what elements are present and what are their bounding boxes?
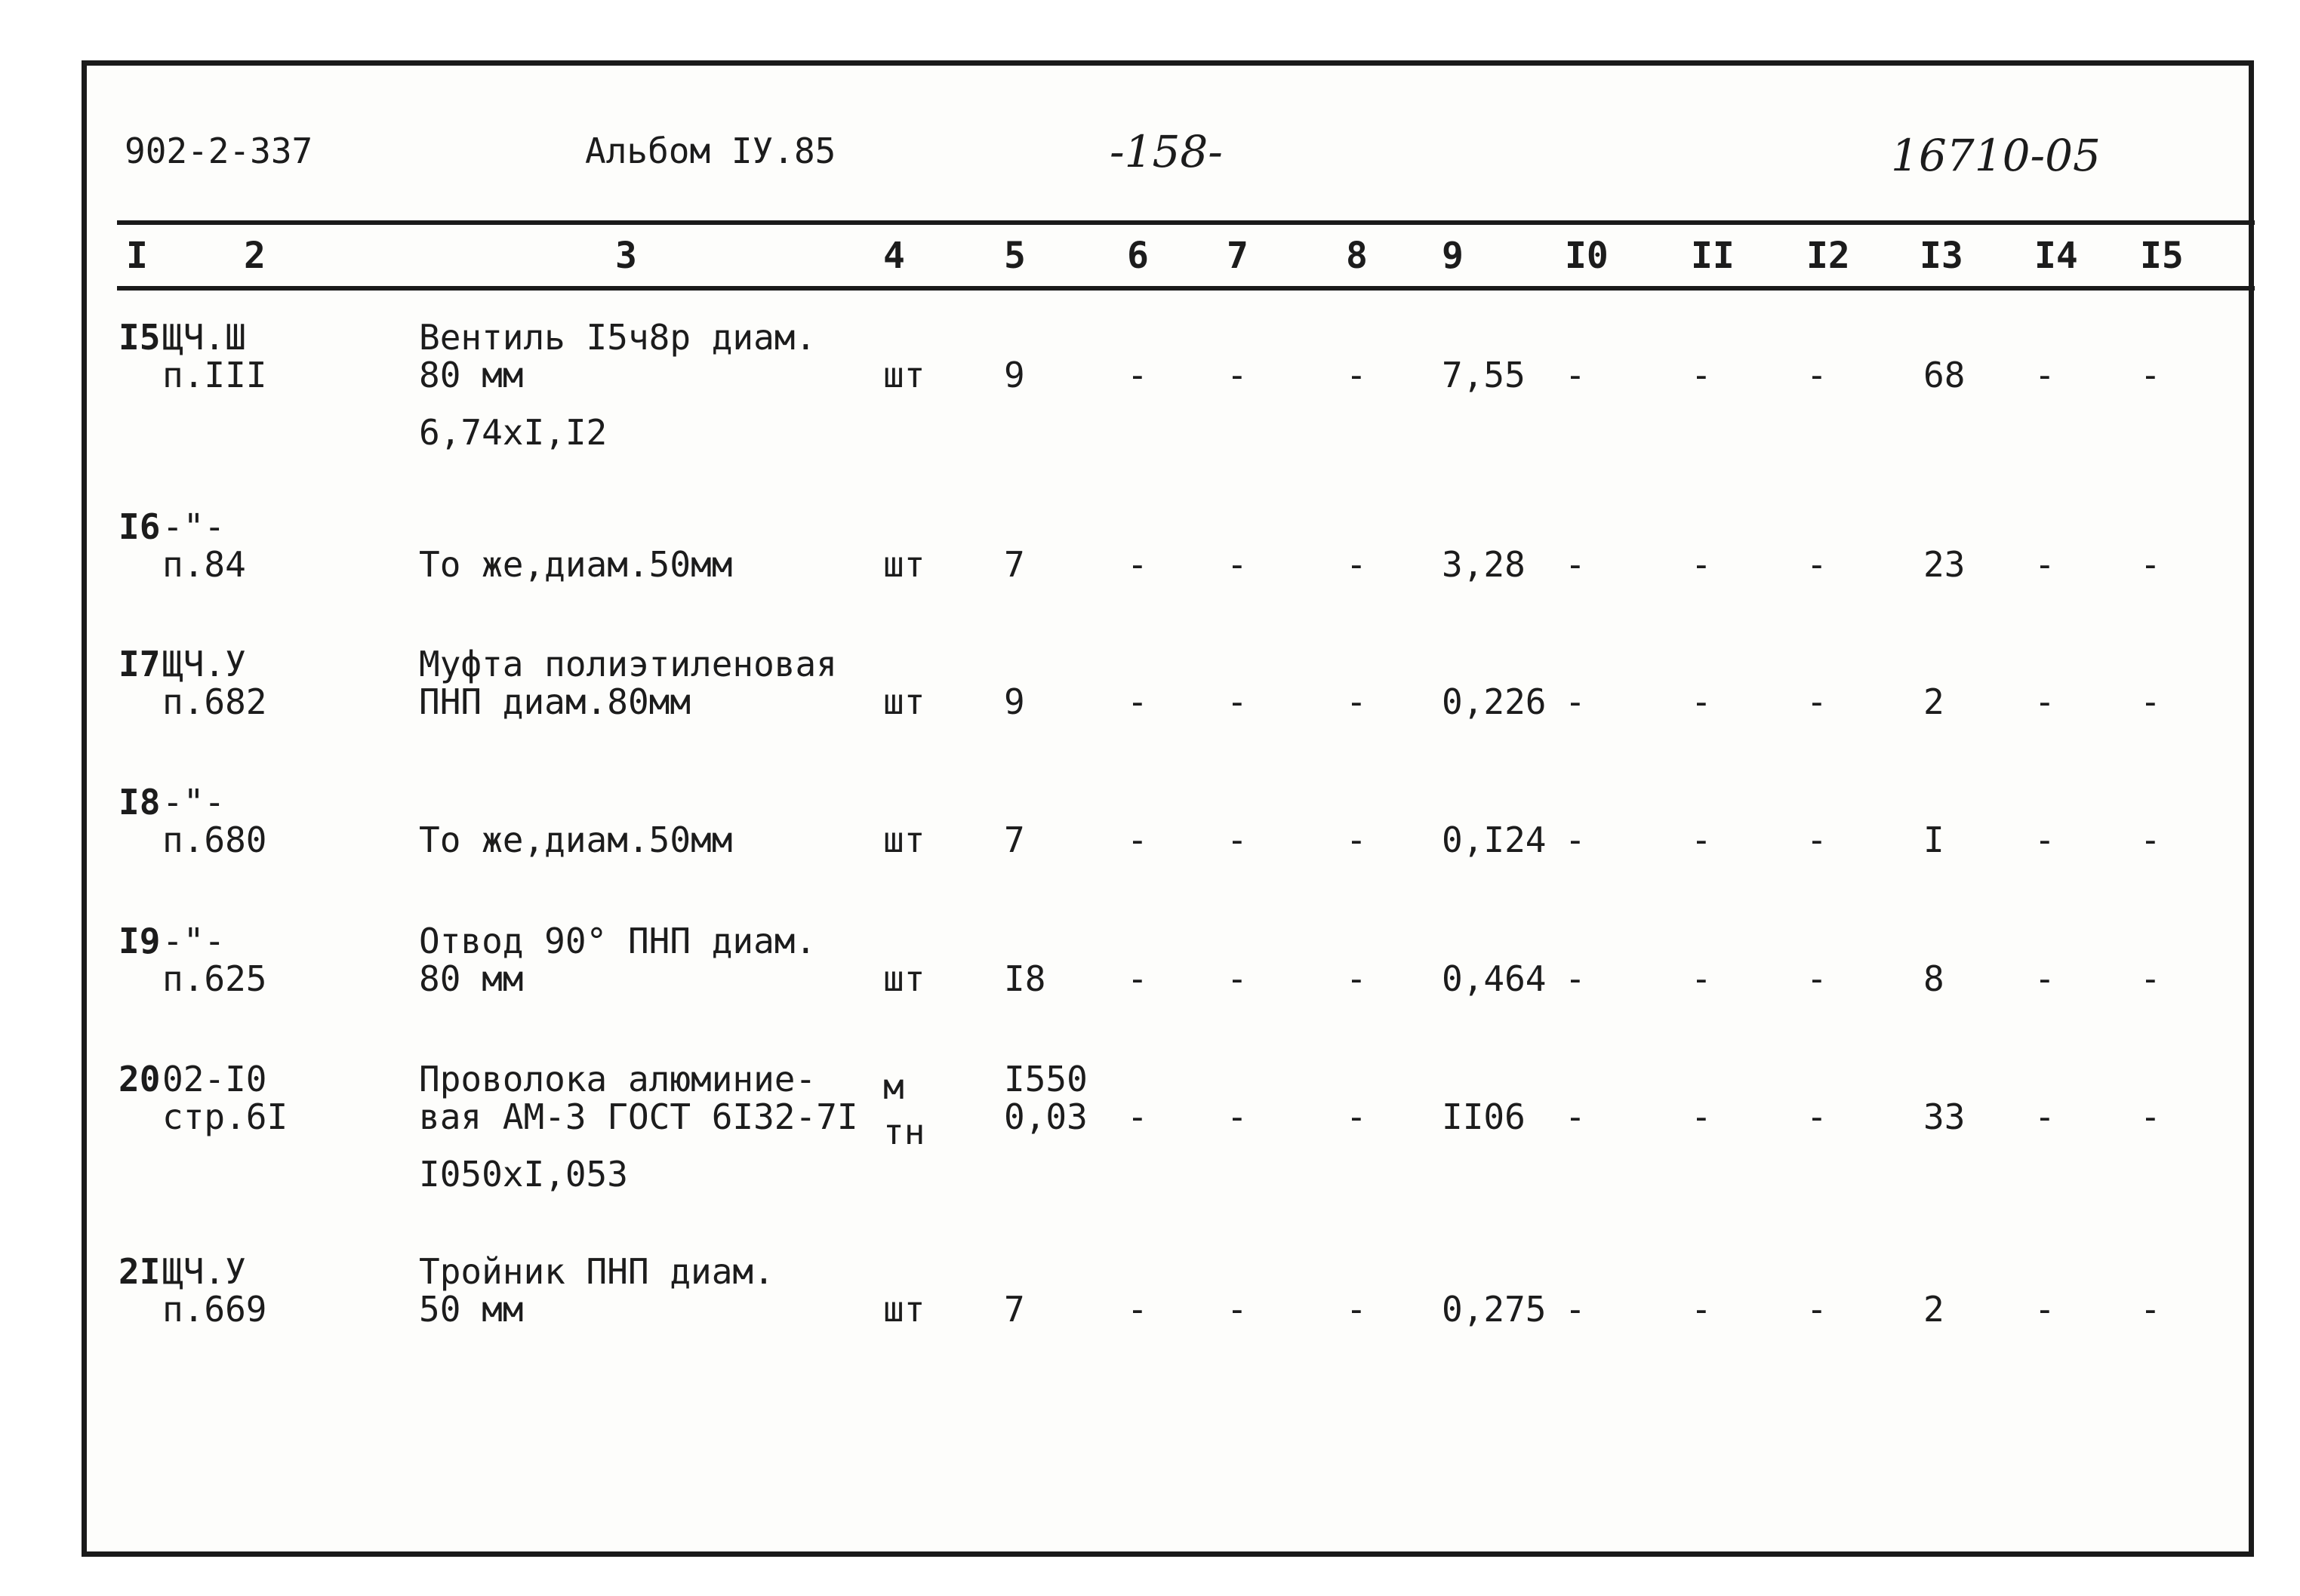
row-col7: - [1227, 820, 1248, 860]
row-col9: 0,I24 [1442, 820, 1547, 860]
row-col15: - [2140, 1096, 2161, 1137]
row-reference: -"- [162, 921, 226, 961]
row-col9: II06 [1442, 1096, 1526, 1137]
row-col11: - [1691, 1289, 1712, 1330]
row-col13: 68 [1923, 355, 1966, 395]
column-header-10: I0 [1565, 235, 1609, 277]
column-header-13: I3 [1920, 235, 1963, 277]
row-reference: -"- [162, 782, 226, 823]
row-col9: 7,55 [1442, 355, 1526, 395]
row-col6: - [1127, 681, 1148, 722]
row-unit: шт [883, 355, 925, 395]
row-reference-item: п.680 [162, 820, 267, 860]
row-number: 2I [119, 1251, 161, 1292]
row-col14: - [2034, 820, 2055, 860]
row-col13: I [1923, 820, 1944, 860]
row-col13: 2 [1923, 1289, 1944, 1330]
album-label: Альбом IУ.85 [585, 131, 836, 171]
row-col15: - [2140, 820, 2161, 860]
column-header-11: II [1691, 235, 1735, 277]
row-reference-item: п.682 [162, 681, 267, 722]
row-quantity: 9 [1004, 681, 1025, 722]
row-col9: 0,464 [1442, 958, 1547, 999]
row-quantity: 0,03 [1004, 1096, 1088, 1137]
row-reference-item: п.669 [162, 1289, 267, 1330]
row-col14: - [2034, 1096, 2055, 1137]
row-col10: - [1565, 544, 1586, 585]
row-col7: - [1227, 1096, 1248, 1137]
row-name-line2: ПНП диам.80мм [419, 681, 691, 722]
row-col10: - [1565, 681, 1586, 722]
row-col12: - [1806, 355, 1827, 395]
row-col8: - [1346, 958, 1367, 999]
row-reference-item: п.84 [162, 544, 246, 585]
row-name-line2: 80 мм [419, 958, 524, 999]
column-header-1: I [126, 235, 148, 277]
drawing-sheet [82, 60, 2254, 1557]
row-reference: ЩЧ.У [162, 644, 246, 684]
row-col8: - [1346, 1289, 1367, 1330]
row-col12: - [1806, 1289, 1827, 1330]
row-col7: - [1227, 681, 1248, 722]
project-code: 902-2-337 [125, 131, 313, 171]
row-col11: - [1691, 820, 1712, 860]
header-bottom-rule [117, 286, 2255, 291]
row-col11: - [1691, 958, 1712, 999]
row-col7: - [1227, 355, 1248, 395]
row-col9: 3,28 [1442, 544, 1526, 585]
row-reference-item: п.625 [162, 958, 267, 999]
row-col6: - [1127, 820, 1148, 860]
row-name-line2: 80 мм [419, 355, 524, 395]
row-reference: ЩЧ.Ш [162, 317, 246, 358]
row-col12: - [1806, 681, 1827, 722]
row-number: I9 [119, 921, 161, 961]
row-col13: 8 [1923, 958, 1944, 999]
row-col12: - [1806, 544, 1827, 585]
row-unit-alt: тн [883, 1112, 925, 1152]
row-col6: - [1127, 1096, 1148, 1137]
row-reference: 02-I0 [162, 1059, 267, 1099]
header-top-rule [117, 220, 2255, 225]
row-col9: 0,275 [1442, 1289, 1547, 1330]
row-col14: - [2034, 355, 2055, 395]
row-name-line2: 50 мм [419, 1289, 524, 1330]
column-header-4: 4 [883, 235, 905, 277]
row-unit: м [883, 1066, 904, 1107]
row-col14: - [2034, 681, 2055, 722]
row-name-line1: Вентиль I5ч8р диам. [419, 317, 817, 358]
row-reference: -"- [162, 506, 226, 547]
row-name-line1: Муфта полиэтиленовая [419, 644, 837, 684]
row-col13: 33 [1923, 1096, 1966, 1137]
row-col7: - [1227, 958, 1248, 999]
row-col7: - [1227, 1289, 1248, 1330]
row-col8: - [1346, 681, 1367, 722]
row-col6: - [1127, 544, 1148, 585]
row-unit: шт [883, 1289, 925, 1330]
row-col14: - [2034, 544, 2055, 585]
row-col12: - [1806, 958, 1827, 999]
row-col15: - [2140, 958, 2161, 999]
row-name-line2: вая АМ-3 ГОСТ 6I32-7I [419, 1096, 858, 1137]
row-col10: - [1565, 1289, 1586, 1330]
page-number: -158- [1110, 126, 1223, 177]
row-quantity: 7 [1004, 1289, 1025, 1330]
column-header-12: I2 [1806, 235, 1850, 277]
row-col10: - [1565, 1096, 1586, 1137]
row-col7: - [1227, 544, 1248, 585]
row-unit: шт [883, 544, 925, 585]
column-header-3: 3 [615, 235, 637, 277]
column-header-7: 7 [1227, 235, 1249, 277]
row-name-line2: То же,диам.50мм [419, 544, 733, 585]
row-col12: - [1806, 820, 1827, 860]
column-header-2: 2 [244, 235, 266, 277]
row-reference-item: стр.6I [162, 1096, 288, 1137]
row-col15: - [2140, 681, 2161, 722]
row-col15: - [2140, 355, 2161, 395]
row-name-line2: То же,диам.50мм [419, 820, 733, 860]
row-col15: - [2140, 1289, 2161, 1330]
row-quantity: 9 [1004, 355, 1025, 395]
column-header-9: 9 [1442, 235, 1464, 277]
row-col10: - [1565, 958, 1586, 999]
row-col10: - [1565, 820, 1586, 860]
row-number: I7 [119, 644, 161, 684]
document-code: 16710-05 [1891, 130, 2101, 181]
row-quantity-primary: I550 [1004, 1059, 1088, 1099]
row-number: I6 [119, 506, 161, 547]
column-header-5: 5 [1004, 235, 1026, 277]
row-name-line1: Отвод 90° ПНП диам. [419, 921, 817, 961]
row-quantity: 7 [1004, 544, 1025, 585]
row-col11: - [1691, 544, 1712, 585]
row-col8: - [1346, 1096, 1367, 1137]
row-col13: 23 [1923, 544, 1966, 585]
row-number: I8 [119, 782, 161, 823]
row-col6: - [1127, 1289, 1148, 1330]
column-header-15: I5 [2140, 235, 2184, 277]
row-name-line1: Проволока алюминие- [419, 1059, 817, 1099]
row-name-line3: I050хI,053 [419, 1154, 628, 1195]
row-col6: - [1127, 355, 1148, 395]
row-col9: 0,226 [1442, 681, 1547, 722]
column-header-14: I4 [2034, 235, 2078, 277]
row-col10: - [1565, 355, 1586, 395]
row-col11: - [1691, 1096, 1712, 1137]
row-col15: - [2140, 544, 2161, 585]
row-col11: - [1691, 681, 1712, 722]
row-number: 20 [119, 1059, 161, 1099]
row-unit: шт [883, 681, 925, 722]
column-header-6: 6 [1127, 235, 1149, 277]
row-col14: - [2034, 1289, 2055, 1330]
row-name-line3: 6,74хI,I2 [419, 412, 608, 453]
row-unit: шт [883, 958, 925, 999]
row-reference-item: п.III [162, 355, 267, 395]
row-col8: - [1346, 355, 1367, 395]
row-col12: - [1806, 1096, 1827, 1137]
row-quantity: 7 [1004, 820, 1025, 860]
row-col14: - [2034, 958, 2055, 999]
row-col13: 2 [1923, 681, 1944, 722]
row-quantity: I8 [1004, 958, 1046, 999]
column-header-8: 8 [1346, 235, 1368, 277]
row-col6: - [1127, 958, 1148, 999]
row-reference: ЩЧ.У [162, 1251, 246, 1292]
row-col8: - [1346, 820, 1367, 860]
row-number: I5 [119, 317, 161, 358]
row-unit: шт [883, 820, 925, 860]
row-col8: - [1346, 544, 1367, 585]
row-col11: - [1691, 355, 1712, 395]
row-name-line1: Тройник ПНП диам. [419, 1251, 774, 1292]
